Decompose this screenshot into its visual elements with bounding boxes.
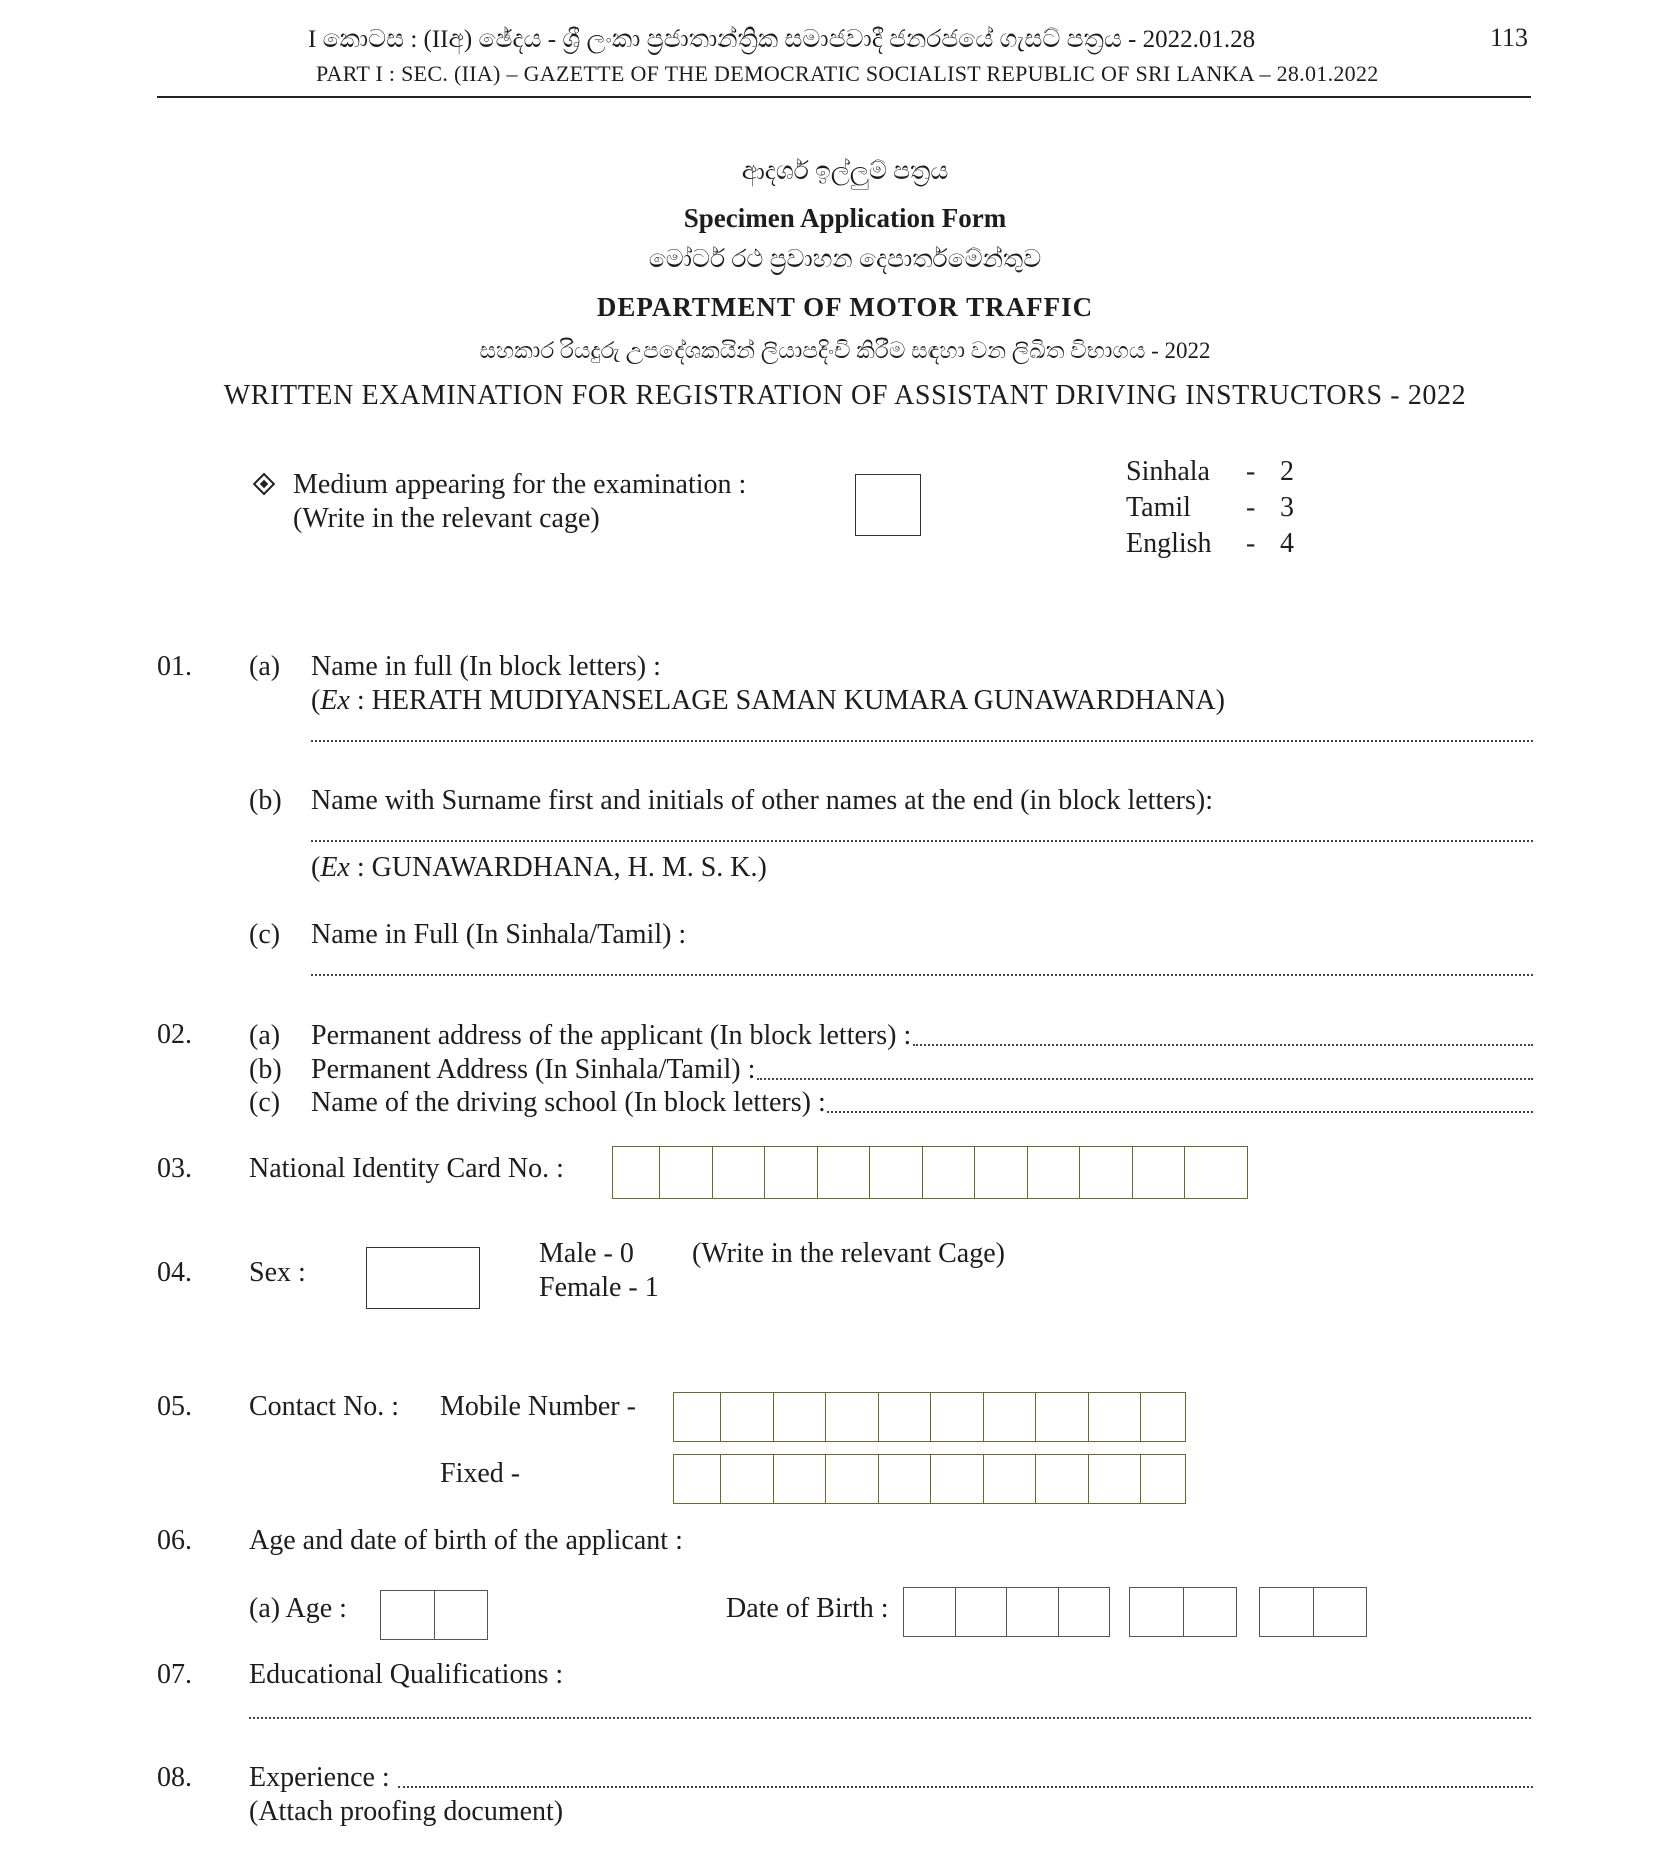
q01c-answer-line[interactable] [311, 974, 1533, 976]
fixed-cell[interactable] [984, 1455, 1037, 1503]
sex-male-option: Male - 0 [539, 1238, 634, 1269]
dob-day-grid[interactable] [1259, 1587, 1367, 1637]
q08-answer-line[interactable] [398, 1786, 1533, 1788]
ex-label: Ex [320, 852, 350, 883]
dob-year-cell[interactable] [1059, 1588, 1110, 1636]
fixed-number-grid[interactable] [673, 1454, 1186, 1504]
q05-label: Contact No. : [249, 1391, 400, 1422]
medium-option-code: 2 [1280, 456, 1294, 487]
medium-cage[interactable] [855, 474, 921, 536]
example-text: : GUNAWARDHANA, H. M. S. K.) [349, 852, 767, 883]
medium-option-dash: - [1246, 528, 1256, 559]
dob-month-grid[interactable] [1129, 1587, 1237, 1637]
q01c-marker: (c) [249, 919, 281, 950]
header-sinhala: I කොටස : (IIඅ) ඡේදය - ශ්‍රී ලංකා ප්‍රජාතාන්ත්‍රික සමාජවාදී ජනරජයේ ගැසට් පත්‍රය - 2022.01.28 [308, 26, 1256, 53]
fixed-cell[interactable] [1036, 1455, 1089, 1503]
dob-month-cell[interactable] [1130, 1588, 1184, 1636]
department-sinhala: මෝටර් රථ ප්‍රවාහන දෙපාර්තමේන්තුව [648, 246, 1042, 273]
fixed-cell[interactable] [879, 1455, 932, 1503]
q08-sub: (Attach proofing document) [249, 1796, 564, 1827]
sex-female-option: Female - 1 [539, 1272, 659, 1303]
q07-number: 07. [157, 1659, 192, 1690]
mobile-cell[interactable] [1036, 1393, 1089, 1441]
age-grid[interactable] [380, 1590, 488, 1640]
fixed-cell[interactable] [1141, 1455, 1185, 1503]
medium-option-name: English [1126, 528, 1212, 559]
fixed-cell[interactable] [674, 1455, 721, 1503]
q01b-answer-line[interactable] [311, 840, 1533, 842]
q04-number: 04. [157, 1257, 192, 1288]
q02b-marker: (b) [249, 1054, 282, 1085]
nic-cell[interactable] [1185, 1147, 1247, 1198]
q02b-label: Permanent Address (In Sinhala/Tamil) : [311, 1054, 756, 1085]
nic-cell[interactable] [975, 1147, 1028, 1198]
fixed-cell[interactable] [931, 1455, 984, 1503]
medium-option-name: Tamil [1126, 492, 1191, 523]
mobile-cell[interactable] [674, 1393, 721, 1441]
age-cell[interactable] [435, 1591, 488, 1639]
nic-number-grid[interactable] [612, 1146, 1248, 1199]
sex-cage[interactable] [366, 1247, 480, 1309]
paren: ( [311, 685, 321, 716]
medium-option-code: 4 [1280, 528, 1294, 559]
nic-cell[interactable] [1080, 1147, 1133, 1198]
ex-label: Ex [320, 685, 350, 716]
q01a-label: Name in full (In block letters) : [311, 651, 661, 682]
diamond-bullet-icon [253, 473, 276, 496]
q02c-answer-line[interactable] [827, 1111, 1533, 1113]
fixed-cell[interactable] [826, 1455, 879, 1503]
fixed-label: Fixed - [440, 1458, 521, 1489]
q08-number: 08. [157, 1762, 192, 1793]
q08-label: Experience : [249, 1762, 390, 1793]
fixed-cell[interactable] [1089, 1455, 1142, 1503]
department-title: DEPARTMENT OF MOTOR TRAFFIC [596, 292, 1094, 322]
fixed-cell[interactable] [721, 1455, 774, 1503]
nic-cell[interactable] [870, 1147, 923, 1198]
dob-year-cell[interactable] [956, 1588, 1008, 1636]
q01c-label: Name in Full (In Sinhala/Tamil) : [311, 919, 687, 950]
q01b-label: Name with Surname first and initials of other names at the end (in block letters): [311, 785, 1213, 816]
page-number: 113 [1490, 23, 1529, 52]
mobile-number-grid[interactable] [673, 1392, 1186, 1442]
mobile-cell[interactable] [774, 1393, 827, 1441]
example-text: : HERATH MUDIYANSELAGE SAMAN KUMARA GUNAWARDHANA) [349, 685, 1225, 716]
exam-title: WRITTEN EXAMINATION FOR REGISTRATION OF ASSISTANT DRIVING INSTRUCTORS - 2022 [223, 380, 1467, 411]
mobile-cell[interactable] [1089, 1393, 1142, 1441]
dob-day-cell[interactable] [1260, 1588, 1314, 1636]
mobile-cell[interactable] [931, 1393, 984, 1441]
medium-option-code: 3 [1280, 492, 1294, 523]
dob-year-cell[interactable] [1007, 1588, 1059, 1636]
medium-option-dash: - [1246, 456, 1256, 487]
q07-label: Educational Qualifications : [249, 1659, 564, 1690]
mobile-cell[interactable] [984, 1393, 1037, 1441]
nic-cell[interactable] [660, 1147, 713, 1198]
sex-note: (Write in the relevant Cage) [692, 1238, 1005, 1269]
medium-option-dash: - [1246, 492, 1256, 523]
medium-sub: (Write in the relevant cage) [293, 503, 600, 534]
header-rule [157, 96, 1531, 98]
q02a-label: Permanent address of the applicant (In block letters) : [311, 1020, 912, 1051]
dob-year-grid[interactable] [903, 1587, 1110, 1637]
q03-label: National Identity Card No. : [249, 1153, 564, 1184]
mobile-cell[interactable] [826, 1393, 879, 1441]
q01a-example [311, 685, 1225, 717]
q03-number: 03. [157, 1153, 192, 1184]
mobile-cell[interactable] [1141, 1393, 1185, 1441]
mobile-label: Mobile Number - [440, 1391, 636, 1422]
header-english: PART I : SEC. (IIA) – GAZETTE OF THE DEMOCRATIC SOCIALIST REPUBLIC OF SRI LANKA – 28.01.2022 [316, 61, 1379, 86]
paren: ( [311, 852, 321, 883]
q01-number: 01. [157, 651, 192, 682]
q05-number: 05. [157, 1391, 192, 1422]
q06-number: 06. [157, 1525, 192, 1556]
q01b-marker: (b) [249, 785, 282, 816]
mobile-cell[interactable] [879, 1393, 932, 1441]
q01b-example [311, 852, 767, 884]
age-label: (a) Age : [249, 1593, 347, 1624]
nic-cell[interactable] [713, 1147, 766, 1198]
fixed-cell[interactable] [774, 1455, 827, 1503]
q02b-answer-line[interactable] [757, 1078, 1533, 1080]
q04-label: Sex : [249, 1257, 306, 1288]
mobile-cell[interactable] [721, 1393, 774, 1441]
exam-title-sinhala: සහකාර රියදුරු උපදේශකයින් ලියාපදිංචි කිරීම සඳහා වන ලිඛිත විභාගය - 2022 [479, 338, 1211, 363]
specimen-title-sinhala: ආදර්ශ ඉල්ලුම් පත්‍රය [741, 158, 949, 185]
q02-number: 02. [157, 1019, 192, 1050]
q01a-answer-line[interactable] [311, 740, 1533, 742]
dob-label: Date of Birth : [726, 1593, 889, 1624]
nic-cell[interactable] [923, 1147, 976, 1198]
age-cell[interactable] [381, 1591, 435, 1639]
nic-cell[interactable] [765, 1147, 818, 1198]
medium-option-name: Sinhala [1126, 456, 1210, 487]
dob-year-cell[interactable] [904, 1588, 956, 1636]
nic-cell[interactable] [1133, 1147, 1186, 1198]
q01a-marker: (a) [249, 651, 281, 682]
q02c-label: Name of the driving school (In block letters) : [311, 1087, 826, 1118]
q02a-answer-line[interactable] [913, 1044, 1533, 1046]
q07-answer-line[interactable] [249, 1717, 1531, 1719]
q02c-marker: (c) [249, 1087, 281, 1118]
nic-cell[interactable] [1028, 1147, 1081, 1198]
medium-label: Medium appearing for the examination : [293, 469, 747, 500]
dob-day-cell[interactable] [1314, 1588, 1367, 1636]
dob-month-cell[interactable] [1184, 1588, 1237, 1636]
q06-label: Age and date of birth of the applicant : [249, 1525, 683, 1556]
q02a-marker: (a) [249, 1020, 281, 1051]
specimen-title: Specimen Application Form [683, 203, 1007, 233]
nic-cell[interactable] [613, 1147, 660, 1198]
nic-cell[interactable] [818, 1147, 871, 1198]
